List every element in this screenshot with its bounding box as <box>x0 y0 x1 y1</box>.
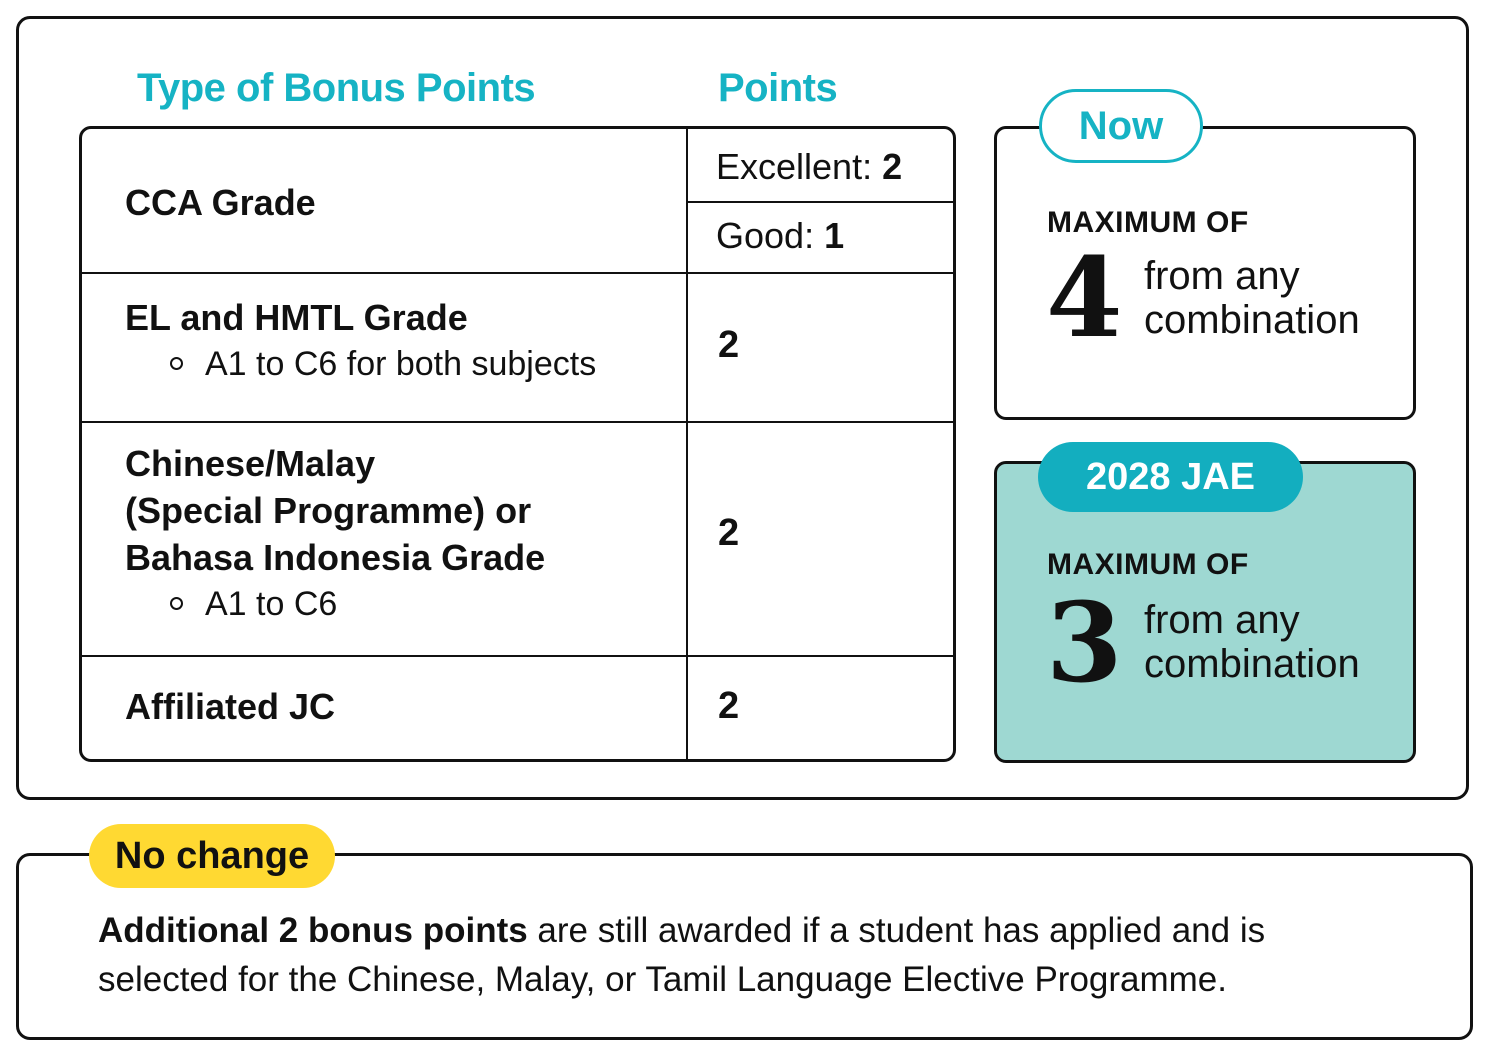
cca-excellent-points <box>716 146 902 188</box>
row-mtl-points: 2 <box>718 512 740 554</box>
jae-maximum-label: MAXIMUM OF <box>1047 548 1249 581</box>
bullet-circle-icon <box>170 357 183 370</box>
bullet-circle-icon <box>170 597 183 610</box>
now-combo-line2: combination <box>1144 298 1360 342</box>
row-cca-title: CCA Grade <box>125 182 316 223</box>
bonus-points-table <box>79 126 956 762</box>
no-change-note <box>98 906 1378 1004</box>
row-mtl-title-line2: (Special Programme) or <box>125 490 532 531</box>
row-mtl-title-line1: Chinese/Malay <box>125 443 376 484</box>
cca-good-points <box>716 215 844 257</box>
no-change-badge: No change <box>89 824 335 888</box>
jae-maximum-number: 3 <box>1046 578 1123 707</box>
no-change-note-line2: selected for the Chinese, Malay, or Tamil Language Elective Programme. <box>98 960 1227 999</box>
row-mtl-bullet <box>170 581 337 628</box>
row-divider <box>82 421 956 423</box>
jae-combo-line2: combination <box>1144 642 1360 686</box>
cca-subrow-divider <box>686 201 956 203</box>
row-divider <box>82 655 956 657</box>
row-el-hmtl-points: 2 <box>718 324 740 366</box>
row-affiliated-jc-points: 2 <box>718 685 740 727</box>
cca-good-label: Good: <box>716 215 815 256</box>
now-maximum-number: 4 <box>1046 233 1123 362</box>
row-el-hmtl-bullet-text: A1 to C6 for both subjects <box>205 345 597 383</box>
now-maximum-label: MAXIMUM OF <box>1047 206 1249 239</box>
cca-excellent-label: Excellent: <box>716 146 873 187</box>
row-mtl-bullet-text: A1 to C6 <box>205 585 338 623</box>
no-change-note-line1: are still awarded if a student has applied and is <box>527 911 1266 950</box>
row-el-hmtl-bullet <box>170 341 596 388</box>
jae-combo-line1: from any <box>1144 598 1300 642</box>
row-mtl-title-line3: Bahasa Indonesia Grade <box>125 537 546 578</box>
row-divider <box>82 272 956 274</box>
jae-badge: 2028 JAE <box>1038 442 1303 512</box>
no-change-note-bold: Additional 2 bonus points <box>98 911 528 950</box>
cca-excellent-value: 2 <box>882 146 903 187</box>
cca-good-value: 1 <box>824 215 845 256</box>
row-affiliated-jc-title: Affiliated JC <box>125 686 336 727</box>
column-header-points: Points <box>718 66 838 110</box>
row-el-hmtl-title: EL and HMTL Grade <box>125 297 468 338</box>
column-header-type: Type of Bonus Points <box>137 66 536 110</box>
now-badge: Now <box>1039 89 1203 163</box>
column-divider <box>686 129 688 762</box>
now-combo-line1: from any <box>1144 254 1300 298</box>
